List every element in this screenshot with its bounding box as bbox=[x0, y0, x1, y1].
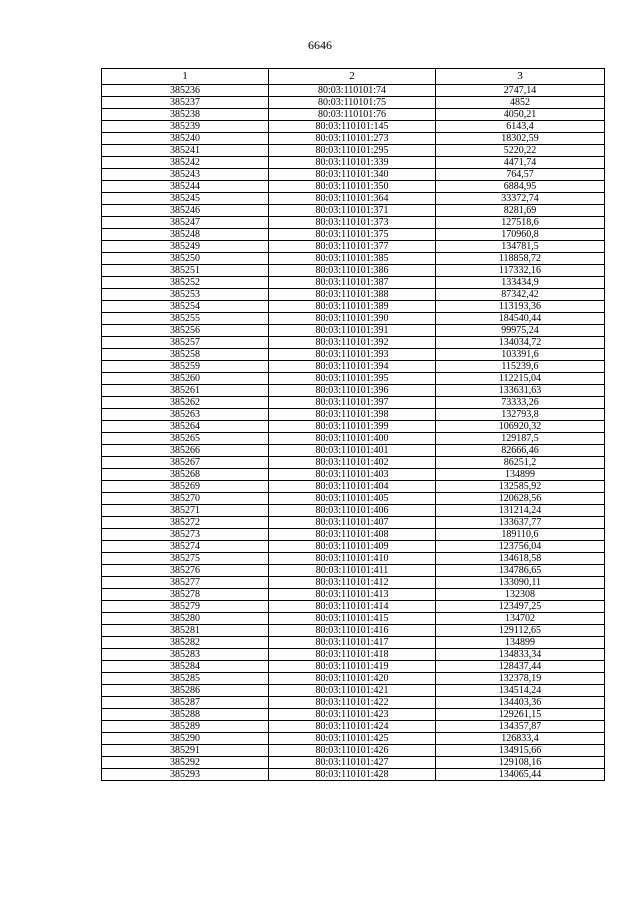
table-cell: 80:03:110101:389 bbox=[269, 301, 436, 313]
table-row bbox=[102, 685, 605, 697]
table-row bbox=[102, 133, 605, 145]
table-cell: 133637,77 bbox=[436, 517, 605, 529]
table-cell: 134034,72 bbox=[436, 337, 605, 349]
table-row bbox=[102, 649, 605, 661]
table-cell: 385246 bbox=[102, 205, 269, 217]
table-cell: 80:03:110101:419 bbox=[269, 661, 436, 673]
table-cell: 385288 bbox=[102, 709, 269, 721]
table-row bbox=[102, 169, 605, 181]
table-row bbox=[102, 469, 605, 481]
table-cell: 5220,22 bbox=[436, 145, 605, 157]
table-cell: 385291 bbox=[102, 745, 269, 757]
table-cell: 80:03:110101:413 bbox=[269, 589, 436, 601]
table-cell: 385239 bbox=[102, 121, 269, 133]
table-cell: 2747,14 bbox=[436, 85, 605, 97]
table-cell: 385293 bbox=[102, 769, 269, 781]
table-cell: 129261,15 bbox=[436, 709, 605, 721]
table-row bbox=[102, 433, 605, 445]
table-cell: 133631,63 bbox=[436, 385, 605, 397]
table-cell: 385272 bbox=[102, 517, 269, 529]
table-cell: 134786,65 bbox=[436, 565, 605, 577]
table-cell: 80:03:110101:415 bbox=[269, 613, 436, 625]
table-row bbox=[102, 553, 605, 565]
table-cell: 82666,46 bbox=[436, 445, 605, 457]
table-row bbox=[102, 625, 605, 637]
table-row bbox=[102, 481, 605, 493]
table-cell: 134357,87 bbox=[436, 721, 605, 733]
table-cell: 80:03:110101:350 bbox=[269, 181, 436, 193]
table-cell: 80:03:110101:394 bbox=[269, 361, 436, 373]
table-row bbox=[102, 445, 605, 457]
column-header: 1 bbox=[102, 69, 269, 85]
table-row bbox=[102, 769, 605, 781]
table-cell: 132585,92 bbox=[436, 481, 605, 493]
table-cell: 385273 bbox=[102, 529, 269, 541]
table-cell: 385275 bbox=[102, 553, 269, 565]
table-cell: 80:03:110101:406 bbox=[269, 505, 436, 517]
table-cell: 80:03:110101:408 bbox=[269, 529, 436, 541]
table-cell: 33372,74 bbox=[436, 193, 605, 205]
table-cell: 80:03:110101:414 bbox=[269, 601, 436, 613]
table-cell: 385268 bbox=[102, 469, 269, 481]
table-cell: 80:03:110101:387 bbox=[269, 277, 436, 289]
table-cell: 80:03:110101:339 bbox=[269, 157, 436, 169]
table-cell: 80:03:110101:422 bbox=[269, 697, 436, 709]
table-cell: 385289 bbox=[102, 721, 269, 733]
table-cell: 131214,24 bbox=[436, 505, 605, 517]
table-cell: 80:03:110101:405 bbox=[269, 493, 436, 505]
table-cell: 385237 bbox=[102, 97, 269, 109]
table-row bbox=[102, 253, 605, 265]
table-cell: 80:03:110101:410 bbox=[269, 553, 436, 565]
table-row bbox=[102, 145, 605, 157]
table-cell: 6143,4 bbox=[436, 121, 605, 133]
table-cell: 385256 bbox=[102, 325, 269, 337]
table-cell: 112215,04 bbox=[436, 373, 605, 385]
table-cell: 129112,65 bbox=[436, 625, 605, 637]
table-cell: 80:03:110101:74 bbox=[269, 85, 436, 97]
table-cell: 103391,6 bbox=[436, 349, 605, 361]
table-cell: 764,57 bbox=[436, 169, 605, 181]
table-row bbox=[102, 409, 605, 421]
table-cell: 385261 bbox=[102, 385, 269, 397]
table-cell: 134403,36 bbox=[436, 697, 605, 709]
table-cell: 80:03:110101:397 bbox=[269, 397, 436, 409]
table-row bbox=[102, 721, 605, 733]
table-cell: 134514,24 bbox=[436, 685, 605, 697]
table-cell: 385264 bbox=[102, 421, 269, 433]
table-cell: 385265 bbox=[102, 433, 269, 445]
table-cell: 18302,59 bbox=[436, 133, 605, 145]
table-cell: 385278 bbox=[102, 589, 269, 601]
table-cell: 80:03:110101:402 bbox=[269, 457, 436, 469]
table-cell: 385282 bbox=[102, 637, 269, 649]
table-cell: 134781,5 bbox=[436, 241, 605, 253]
table-cell: 80:03:110101:423 bbox=[269, 709, 436, 721]
table-row bbox=[102, 733, 605, 745]
table-cell: 80:03:110101:371 bbox=[269, 205, 436, 217]
table-cell: 134915,66 bbox=[436, 745, 605, 757]
table-cell: 80:03:110101:398 bbox=[269, 409, 436, 421]
table-row bbox=[102, 577, 605, 589]
table-cell: 132308 bbox=[436, 589, 605, 601]
table-cell: 385267 bbox=[102, 457, 269, 469]
table-row bbox=[102, 709, 605, 721]
table-cell: 80:03:110101:400 bbox=[269, 433, 436, 445]
table-cell: 4471,74 bbox=[436, 157, 605, 169]
table-cell: 80:03:110101:364 bbox=[269, 193, 436, 205]
table-cell: 80:03:110101:421 bbox=[269, 685, 436, 697]
table-cell: 385281 bbox=[102, 625, 269, 637]
table-row bbox=[102, 673, 605, 685]
table-cell: 385280 bbox=[102, 613, 269, 625]
table-row bbox=[102, 613, 605, 625]
table-cell: 120628,56 bbox=[436, 493, 605, 505]
table-row bbox=[102, 697, 605, 709]
table-row bbox=[102, 661, 605, 673]
table-cell: 385245 bbox=[102, 193, 269, 205]
table-cell: 385274 bbox=[102, 541, 269, 553]
table-cell: 385283 bbox=[102, 649, 269, 661]
table-cell: 80:03:110101:427 bbox=[269, 757, 436, 769]
table-cell: 80:03:110101:388 bbox=[269, 289, 436, 301]
table-cell: 80:03:110101:425 bbox=[269, 733, 436, 745]
table-row bbox=[102, 541, 605, 553]
table-cell: 134899 bbox=[436, 637, 605, 649]
table-cell: 385276 bbox=[102, 565, 269, 577]
table-row bbox=[102, 193, 605, 205]
table-cell: 80:03:110101:393 bbox=[269, 349, 436, 361]
table-row bbox=[102, 361, 605, 373]
table-row bbox=[102, 265, 605, 277]
table-cell: 132793,8 bbox=[436, 409, 605, 421]
table-cell: 80:03:110101:75 bbox=[269, 97, 436, 109]
table-cell: 80:03:110101:375 bbox=[269, 229, 436, 241]
table-row bbox=[102, 589, 605, 601]
table-row bbox=[102, 421, 605, 433]
table-cell: 134618,58 bbox=[436, 553, 605, 565]
table-cell: 133090,11 bbox=[436, 577, 605, 589]
table-cell: 170960,8 bbox=[436, 229, 605, 241]
table-row bbox=[102, 217, 605, 229]
table-row bbox=[102, 745, 605, 757]
table-header-row bbox=[102, 69, 605, 85]
table-cell: 80:03:110101:417 bbox=[269, 637, 436, 649]
table-cell: 117332,16 bbox=[436, 265, 605, 277]
table-cell: 80:03:110101:412 bbox=[269, 577, 436, 589]
table-cell: 106920,32 bbox=[436, 421, 605, 433]
table-row bbox=[102, 637, 605, 649]
table-cell: 80:03:110101:273 bbox=[269, 133, 436, 145]
table-row bbox=[102, 385, 605, 397]
table-cell: 86251,2 bbox=[436, 457, 605, 469]
table-cell: 385244 bbox=[102, 181, 269, 193]
table-cell: 126833,4 bbox=[436, 733, 605, 745]
table-cell: 134702 bbox=[436, 613, 605, 625]
table-cell: 385286 bbox=[102, 685, 269, 697]
table-cell: 4852 bbox=[436, 97, 605, 109]
table-row bbox=[102, 121, 605, 133]
table-cell: 385257 bbox=[102, 337, 269, 349]
table-cell: 385249 bbox=[102, 241, 269, 253]
table-cell: 385284 bbox=[102, 661, 269, 673]
table-row bbox=[102, 109, 605, 121]
table-cell: 385269 bbox=[102, 481, 269, 493]
table-cell: 118858,72 bbox=[436, 253, 605, 265]
table-row bbox=[102, 241, 605, 253]
table-cell: 80:03:110101:377 bbox=[269, 241, 436, 253]
table-cell: 80:03:110101:392 bbox=[269, 337, 436, 349]
table-row bbox=[102, 229, 605, 241]
table-cell: 385250 bbox=[102, 253, 269, 265]
table-cell: 385251 bbox=[102, 265, 269, 277]
table-row bbox=[102, 493, 605, 505]
table-cell: 73333,26 bbox=[436, 397, 605, 409]
table-row bbox=[102, 373, 605, 385]
table-cell: 189110,6 bbox=[436, 529, 605, 541]
table-row bbox=[102, 457, 605, 469]
table-cell: 80:03:110101:428 bbox=[269, 769, 436, 781]
table-cell: 385287 bbox=[102, 697, 269, 709]
table-cell: 385277 bbox=[102, 577, 269, 589]
table-cell: 133434,9 bbox=[436, 277, 605, 289]
table-cell: 385271 bbox=[102, 505, 269, 517]
table-cell: 80:03:110101:373 bbox=[269, 217, 436, 229]
table-cell: 80:03:110101:145 bbox=[269, 121, 436, 133]
table-row bbox=[102, 205, 605, 217]
table-row bbox=[102, 97, 605, 109]
table-row bbox=[102, 517, 605, 529]
table-cell: 385279 bbox=[102, 601, 269, 613]
table-cell: 129108,16 bbox=[436, 757, 605, 769]
table-cell: 80:03:110101:390 bbox=[269, 313, 436, 325]
table-cell: 134833,34 bbox=[436, 649, 605, 661]
table-cell: 385253 bbox=[102, 289, 269, 301]
table-cell: 385236 bbox=[102, 85, 269, 97]
table-cell: 129187,5 bbox=[436, 433, 605, 445]
table-cell: 385292 bbox=[102, 757, 269, 769]
table-row bbox=[102, 313, 605, 325]
table-row bbox=[102, 181, 605, 193]
table-cell: 385242 bbox=[102, 157, 269, 169]
column-header: 2 bbox=[269, 69, 436, 85]
table-row bbox=[102, 85, 605, 97]
table-cell: 80:03:110101:409 bbox=[269, 541, 436, 553]
table-cell: 6884,95 bbox=[436, 181, 605, 193]
table-row bbox=[102, 157, 605, 169]
table-cell: 80:03:110101:404 bbox=[269, 481, 436, 493]
table-cell: 80:03:110101:420 bbox=[269, 673, 436, 685]
table-cell: 132378,19 bbox=[436, 673, 605, 685]
table-cell: 385262 bbox=[102, 397, 269, 409]
table-cell: 115239,6 bbox=[436, 361, 605, 373]
table-row bbox=[102, 277, 605, 289]
table-cell: 385270 bbox=[102, 493, 269, 505]
table-cell: 385266 bbox=[102, 445, 269, 457]
table-cell: 385259 bbox=[102, 361, 269, 373]
table-cell: 80:03:110101:76 bbox=[269, 109, 436, 121]
table-cell: 80:03:110101:418 bbox=[269, 649, 436, 661]
table-cell: 113193,36 bbox=[436, 301, 605, 313]
page-number: 6646 bbox=[308, 38, 332, 52]
table-cell: 8281,69 bbox=[436, 205, 605, 217]
table-cell: 99975,24 bbox=[436, 325, 605, 337]
table-cell: 385252 bbox=[102, 277, 269, 289]
table-row bbox=[102, 529, 605, 541]
table-row bbox=[102, 349, 605, 361]
table-cell: 385247 bbox=[102, 217, 269, 229]
table-cell: 80:03:110101:386 bbox=[269, 265, 436, 277]
table-row bbox=[102, 325, 605, 337]
table-cell: 385290 bbox=[102, 733, 269, 745]
table-cell: 184540,44 bbox=[436, 313, 605, 325]
table-cell: 385248 bbox=[102, 229, 269, 241]
table-row bbox=[102, 397, 605, 409]
table-cell: 80:03:110101:426 bbox=[269, 745, 436, 757]
table-cell: 123497,25 bbox=[436, 601, 605, 613]
table-cell: 80:03:110101:340 bbox=[269, 169, 436, 181]
table-cell: 127518,6 bbox=[436, 217, 605, 229]
table-cell: 128437,44 bbox=[436, 661, 605, 673]
table-cell: 134065,44 bbox=[436, 769, 605, 781]
table-cell: 80:03:110101:416 bbox=[269, 625, 436, 637]
table-cell: 385263 bbox=[102, 409, 269, 421]
table-cell: 385260 bbox=[102, 373, 269, 385]
table-cell: 385238 bbox=[102, 109, 269, 121]
table-cell: 80:03:110101:395 bbox=[269, 373, 436, 385]
table-row bbox=[102, 505, 605, 517]
table-row bbox=[102, 601, 605, 613]
table-cell: 80:03:110101:407 bbox=[269, 517, 436, 529]
table-cell: 4050,21 bbox=[436, 109, 605, 121]
table-cell: 134899 bbox=[436, 469, 605, 481]
table-cell: 385258 bbox=[102, 349, 269, 361]
table-row bbox=[102, 337, 605, 349]
table-row bbox=[102, 289, 605, 301]
table-cell: 80:03:110101:411 bbox=[269, 565, 436, 577]
table-cell: 80:03:110101:396 bbox=[269, 385, 436, 397]
table-body bbox=[102, 85, 605, 781]
column-header: 3 bbox=[436, 69, 605, 85]
table-cell: 385254 bbox=[102, 301, 269, 313]
table-cell: 385255 bbox=[102, 313, 269, 325]
table-cell: 80:03:110101:401 bbox=[269, 445, 436, 457]
table-cell: 80:03:110101:399 bbox=[269, 421, 436, 433]
table-cell: 80:03:110101:295 bbox=[269, 145, 436, 157]
table-cell: 385243 bbox=[102, 169, 269, 181]
table-cell: 385240 bbox=[102, 133, 269, 145]
table-row bbox=[102, 565, 605, 577]
table-cell: 87342,42 bbox=[436, 289, 605, 301]
table-cell: 80:03:110101:391 bbox=[269, 325, 436, 337]
table-cell: 80:03:110101:403 bbox=[269, 469, 436, 481]
table-cell: 385241 bbox=[102, 145, 269, 157]
data-table bbox=[101, 68, 605, 781]
table-cell: 80:03:110101:424 bbox=[269, 721, 436, 733]
table-cell: 123756,04 bbox=[436, 541, 605, 553]
table-cell: 80:03:110101:385 bbox=[269, 253, 436, 265]
table-row bbox=[102, 301, 605, 313]
table-cell: 385285 bbox=[102, 673, 269, 685]
table-row bbox=[102, 757, 605, 769]
